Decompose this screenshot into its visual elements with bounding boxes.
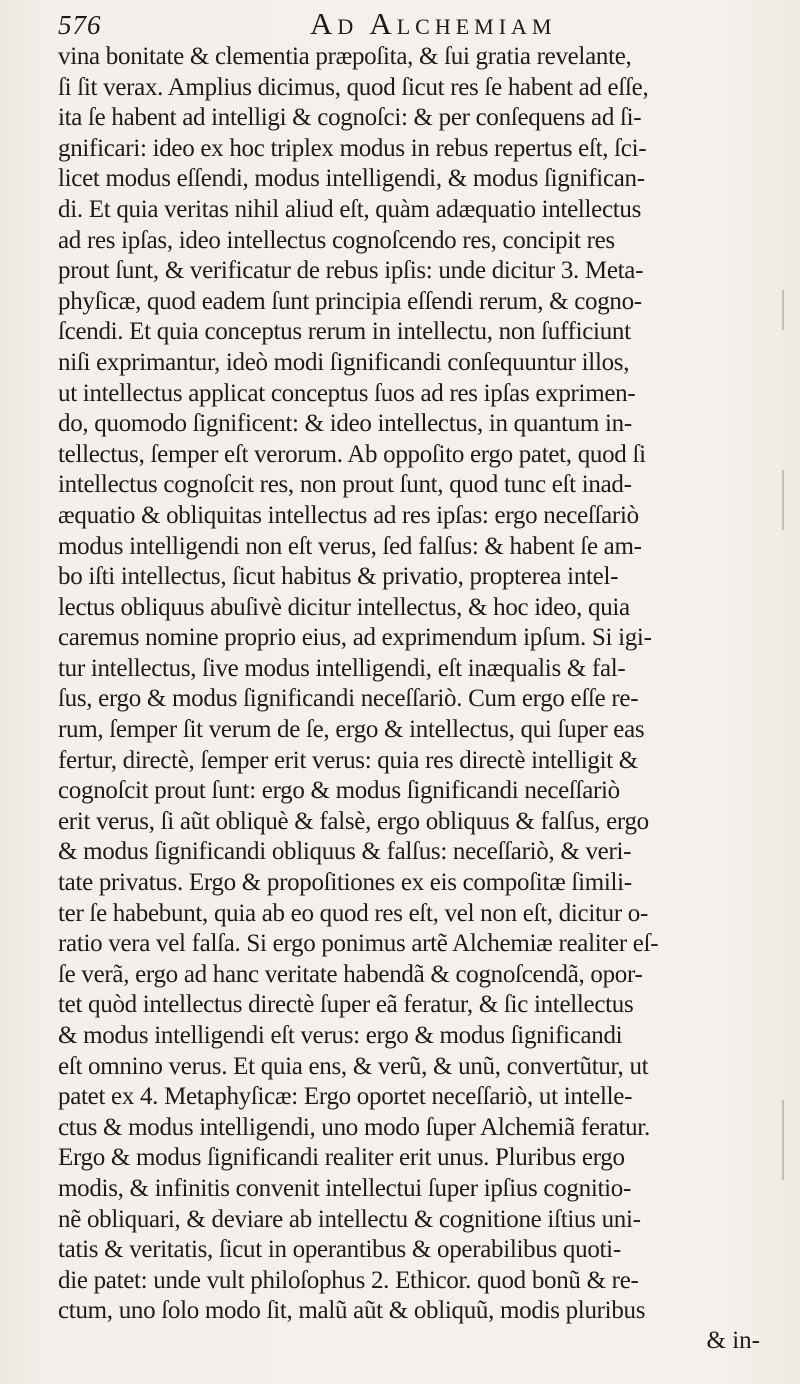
text-line: æquatio & obliquitas intellectus ad res ipſas: ergo neceſſariò (58, 501, 639, 529)
text-line: phyſicæ, quod eadem ſunt principia eſſendi rerum, & cogno- (58, 287, 642, 315)
text-line: fertur, directè, ſemper erit verus: quia res directè intelligit & (58, 746, 638, 774)
text-line: prout ſunt, & verificatur de rebus ipſis: unde dicitur 3. Meta- (58, 257, 644, 285)
text-line: ad res ipſas, ideo intellectus cognoſcendo res, concipit res (58, 226, 615, 254)
text-line: caremus nomine proprio eius, ad exprimendum ipſum. Si igi- (58, 624, 652, 652)
margin-mark (782, 470, 784, 530)
text-line: rum, ſemper ſit verum de ſe, ergo & intellectus, qui ſuper eas (58, 716, 645, 744)
text-line: ſi ſit verax. Amplius dicimus, quod ſicut res ſe habent ad eſſe, (58, 73, 649, 101)
text-line: ſe verã, ergo ad hanc veritate habendã & cognoſcendã, opor- (58, 960, 643, 988)
text-line: ctum, uno ſolo modo ſit, malũ aũt & obliquũ, modis pluribus (58, 1297, 646, 1325)
text-line: do, quomodo ſignificent: & ideo intellectus, in quantum in- (58, 410, 632, 438)
text-line: ſcendi. Et quia conceptus rerum in intellectu, non ſufficiunt (58, 318, 631, 346)
text-line: modis, & infinitis convenit intellectui ſuper ipſius cognitio- (58, 1174, 631, 1202)
text-line: vina bonitate & clementia præpoſita, & ſui gratia revelante, (58, 43, 632, 70)
text-line: nẽ obliquari, & deviare ab intellectu & cognitione iſtius uni- (58, 1205, 641, 1233)
text-line: bo iſti intellectus, ſicut habitus & privatio, propterea intel- (58, 563, 619, 591)
text-line: Ergo & modus ſignificandi realiter erit unus. Pluribus ergo (58, 1144, 625, 1172)
text-line: erit verus, ſi aũt obliquè & falsè, ergo obliquus & falſus, ergo (58, 807, 649, 835)
text-line: tatis & veritatis, ſicut in operantibus & operabilibus quoti- (58, 1236, 621, 1264)
margin-mark (782, 290, 784, 330)
text-line: patet ex 4. Metaphyſicæ: Ergo oportet neceſſariò, ut intelle- (58, 1083, 633, 1111)
text-line: & modus ſignificandi obliquus & falſus: neceſſariò, & veri- (58, 838, 632, 866)
text-line: ut intellectus applicat conceptus ſuos ad res ipſas exprimen- (58, 379, 636, 407)
text-line: lectus obliquus abuſivè dicitur intellectus, & hoc ideo, quia (58, 593, 630, 621)
text-line: tet quòd intellectus directè ſuper eã feratur, & ſic intellectus (58, 991, 634, 1019)
text-line: & modus intelligendi eſt verus: ergo & modus ſignificandi (58, 1022, 623, 1049)
text-line: ctus & modus intelligendi, uno modo ſuper Alchemiã feratur. (58, 1113, 650, 1141)
body-text (58, 42, 766, 1327)
text-line: licet modus eſſendi, modus intelligendi, & modus ſignifican- (58, 165, 645, 193)
text-line: ter ſe habebunt, quia ab eo quod res eſt, vel non eſt, dicitur o- (58, 899, 649, 927)
text-line: tur intellectus, ſive modus intelligendi, eſt inæqualis & fal- (58, 654, 626, 682)
text-line: niſi exprimantur, ideò modi ſignificandi conſequuntur illos, (58, 348, 630, 376)
text-line: intellectus cognoſcit res, non prout ſunt, quod tunc eſt inad- (58, 471, 632, 499)
text-line: cognoſcit prout ſunt: ergo & modus ſignificandi neceſſariò (58, 777, 620, 805)
text-line: ratio vera vel falſa. Si ergo ponimus artẽ Alchemiæ realiter eſ- (58, 930, 659, 958)
running-head: Ad Alchemiam (310, 6, 557, 41)
text-line: modus intelligendi non eſt verus, ſed falſus: & habent ſe am- (58, 532, 642, 560)
text-line: gnificari: ideo ex hoc triplex modus in rebus repertus eſt, ſci- (58, 134, 647, 162)
margin-mark (782, 1100, 784, 1180)
catchword: & in- (706, 1327, 760, 1354)
page-number: 576 (58, 10, 102, 40)
text-line: ſus, ergo & modus ſignificandi neceſſariò. Cum ergo eſſe re- (58, 685, 639, 713)
text-line: eſt omnino verus. Et quia ens, & verũ, & unũ, convertũtur, ut (58, 1052, 649, 1080)
text-line: tate privatus. Ergo & propoſitiones ex eis compoſitæ ſimili- (58, 869, 632, 897)
page-header (58, 2, 758, 46)
text-line: tellectus, ſemper eſt verorum. Ab oppoſito ergo patet, quod ſi (58, 440, 646, 468)
text-line: di. Et quia veritas nihil aliud eſt, quàm adæquatio intellectus (58, 195, 642, 223)
text-line: ita ſe habent ad intelligi & cognoſci: & per conſequens ad ſi- (58, 104, 642, 132)
text-line: die patet: unde vult philoſophus 2. Ethicor. quod bonũ & re- (58, 1266, 639, 1294)
